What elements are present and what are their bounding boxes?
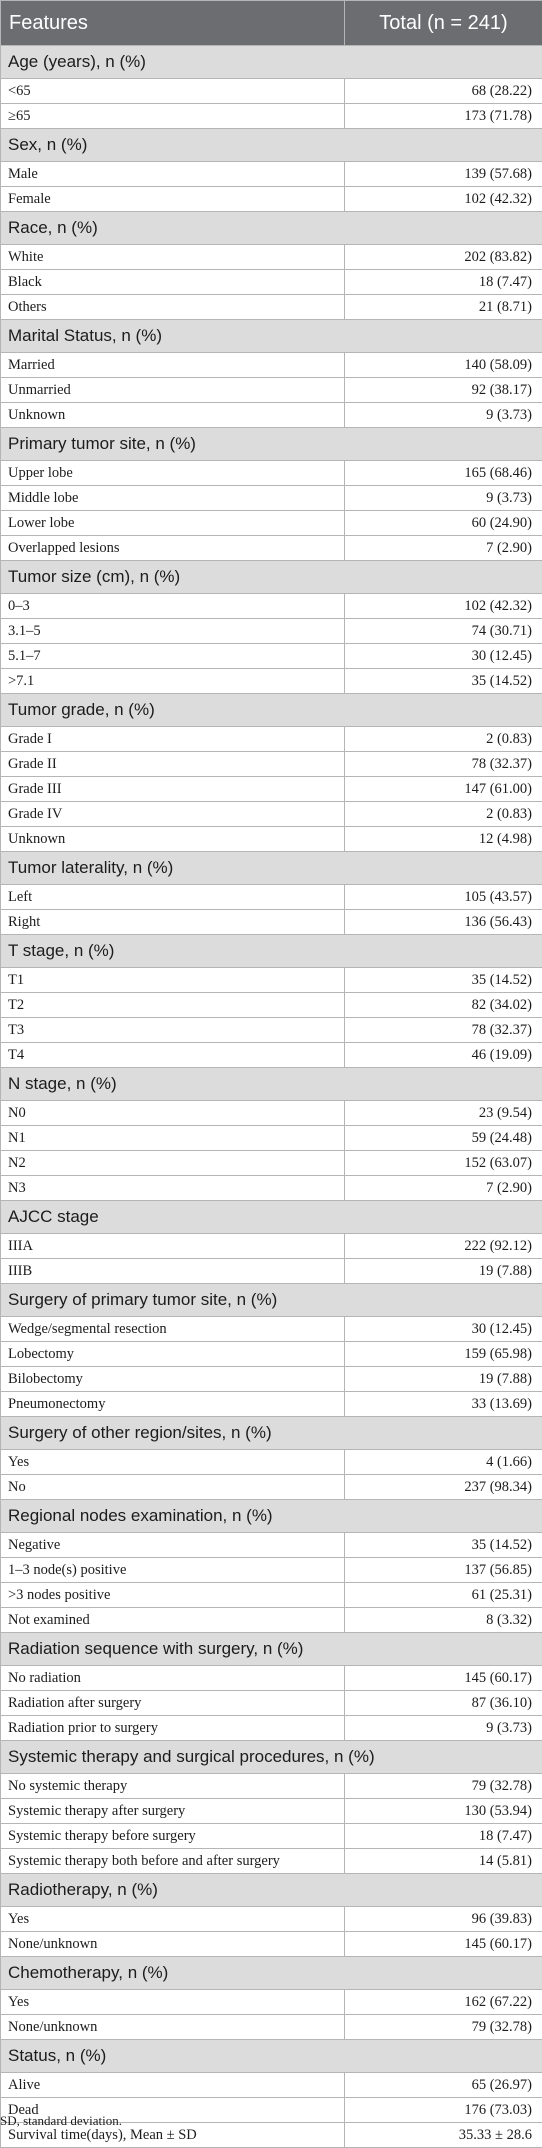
- row-label: Married: [1, 353, 345, 378]
- row-label: Yes: [1, 1907, 345, 1932]
- row-value: 19 (7.88): [345, 1367, 542, 1392]
- section-title: Surgery of other region/sites, n (%): [1, 1417, 542, 1450]
- row-label: None/unknown: [1, 1932, 345, 1957]
- row-label: Dead: [1, 2098, 345, 2123]
- row-value: 92 (38.17): [345, 378, 542, 403]
- section-header-row: [1, 1874, 542, 1907]
- row-value: 79 (32.78): [345, 1774, 542, 1799]
- table-row: [1, 968, 542, 993]
- row-label: Survival time(days), Mean ± SD: [1, 2123, 345, 2148]
- table-row: [1, 1176, 542, 1201]
- table-row: [1, 295, 542, 320]
- row-label: No: [1, 1475, 345, 1500]
- table-row: [1, 644, 542, 669]
- table-row: [1, 1151, 542, 1176]
- row-value: 136 (56.43): [345, 910, 542, 935]
- section-header-row: [1, 1201, 542, 1234]
- header-row: [1, 1, 542, 46]
- section-title: Tumor laterality, n (%): [1, 852, 542, 885]
- row-value: 33 (13.69): [345, 1392, 542, 1417]
- row-label: Not examined: [1, 1608, 345, 1633]
- table-row: [1, 669, 542, 694]
- row-label: White: [1, 245, 345, 270]
- row-value: 102 (42.32): [345, 594, 542, 619]
- row-value: 147 (61.00): [345, 777, 542, 802]
- row-value: 35 (14.52): [345, 1533, 542, 1558]
- table-row: [1, 1367, 542, 1392]
- section-title: Radiotherapy, n (%): [1, 1874, 542, 1907]
- row-value: 130 (53.94): [345, 1799, 542, 1824]
- row-label: Left: [1, 885, 345, 910]
- row-label: Grade II: [1, 752, 345, 777]
- row-label: Middle lobe: [1, 486, 345, 511]
- row-value: 21 (8.71): [345, 295, 542, 320]
- section-title: Tumor size (cm), n (%): [1, 561, 542, 594]
- section-header-row: [1, 852, 542, 885]
- row-value: 222 (92.12): [345, 1234, 542, 1259]
- row-label: Black: [1, 270, 345, 295]
- table-row: [1, 378, 542, 403]
- row-value: 202 (83.82): [345, 245, 542, 270]
- row-value: 9 (3.73): [345, 1716, 542, 1741]
- section-title: Status, n (%): [1, 2040, 542, 2073]
- row-value: 65 (26.97): [345, 2073, 542, 2098]
- section-header-row: [1, 1957, 542, 1990]
- row-value: 18 (7.47): [345, 270, 542, 295]
- row-label: T4: [1, 1043, 345, 1068]
- row-value: 30 (12.45): [345, 1317, 542, 1342]
- row-label: >7.1: [1, 669, 345, 694]
- table-row: [1, 1774, 542, 1799]
- table-row: [1, 752, 542, 777]
- row-label: Yes: [1, 1450, 345, 1475]
- row-value: 237 (98.34): [345, 1475, 542, 1500]
- row-value: 2 (0.83): [345, 727, 542, 752]
- row-value: 35 (14.52): [345, 669, 542, 694]
- table-row: [1, 1043, 542, 1068]
- table-row: [1, 1932, 542, 1957]
- row-value: 68 (28.22): [345, 79, 542, 104]
- table-row: [1, 1101, 542, 1126]
- row-label: T1: [1, 968, 345, 993]
- section-title: Chemotherapy, n (%): [1, 1957, 542, 1990]
- row-label: Unknown: [1, 403, 345, 428]
- section-title: Surgery of primary tumor site, n (%): [1, 1284, 542, 1317]
- row-label: Upper lobe: [1, 461, 345, 486]
- row-value: 165 (68.46): [345, 461, 542, 486]
- row-label: Negative: [1, 1533, 345, 1558]
- table-row: [1, 1691, 542, 1716]
- row-label: No systemic therapy: [1, 1774, 345, 1799]
- row-value: 102 (42.32): [345, 187, 542, 212]
- row-label: N1: [1, 1126, 345, 1151]
- row-label: Systemic therapy before surgery: [1, 1824, 345, 1849]
- section-title: Race, n (%): [1, 212, 542, 245]
- row-label: T3: [1, 1018, 345, 1043]
- table-row: [1, 885, 542, 910]
- row-value: 173 (71.78): [345, 104, 542, 129]
- row-label: N2: [1, 1151, 345, 1176]
- table-body: [1, 46, 542, 2148]
- row-value: 8 (3.32): [345, 1608, 542, 1633]
- table-row: [1, 353, 542, 378]
- row-label: Male: [1, 162, 345, 187]
- row-label: >3 nodes positive: [1, 1583, 345, 1608]
- table-row: [1, 1558, 542, 1583]
- row-label: Right: [1, 910, 345, 935]
- table-row: [1, 1583, 542, 1608]
- row-value: 140 (58.09): [345, 353, 542, 378]
- table-row: [1, 1907, 542, 1932]
- section-header-row: [1, 1068, 542, 1101]
- row-label: Wedge/segmental resection: [1, 1317, 345, 1342]
- table-row: [1, 1234, 542, 1259]
- row-label: 0–3: [1, 594, 345, 619]
- table-row: [1, 727, 542, 752]
- row-value: 59 (24.48): [345, 1126, 542, 1151]
- row-value: 139 (57.68): [345, 162, 542, 187]
- row-label: Systemic therapy after surgery: [1, 1799, 345, 1824]
- row-label: N0: [1, 1101, 345, 1126]
- row-label: 3.1–5: [1, 619, 345, 644]
- table-row: [1, 79, 542, 104]
- section-title: T stage, n (%): [1, 935, 542, 968]
- table-row: [1, 777, 542, 802]
- row-value: 9 (3.73): [345, 486, 542, 511]
- table-row: [1, 1716, 542, 1741]
- section-title: Tumor grade, n (%): [1, 694, 542, 727]
- table-row: [1, 1342, 542, 1367]
- row-label: Unmarried: [1, 378, 345, 403]
- row-value: 12 (4.98): [345, 827, 542, 852]
- row-value: 4 (1.66): [345, 1450, 542, 1475]
- section-header-row: [1, 694, 542, 727]
- section-header-row: [1, 1500, 542, 1533]
- row-label: Grade IV: [1, 802, 345, 827]
- section-header-row: [1, 129, 542, 162]
- table-row: [1, 594, 542, 619]
- table-row: [1, 2073, 542, 2098]
- section-title: Sex, n (%): [1, 129, 542, 162]
- table-row: [1, 1392, 542, 1417]
- row-value: 74 (30.71): [345, 619, 542, 644]
- row-label: Overlapped lesions: [1, 536, 345, 561]
- table-row: [1, 2015, 542, 2040]
- row-value: 105 (43.57): [345, 885, 542, 910]
- section-title: N stage, n (%): [1, 1068, 542, 1101]
- table-row: [1, 1799, 542, 1824]
- row-label: IIIB: [1, 1259, 345, 1284]
- table-row: [1, 1317, 542, 1342]
- section-title: Systemic therapy and surgical procedures, n (%): [1, 1741, 542, 1774]
- section-title: Marital Status, n (%): [1, 320, 542, 353]
- section-title: Radiation sequence with surgery, n (%): [1, 1633, 542, 1666]
- row-label: None/unknown: [1, 2015, 345, 2040]
- row-value: 2 (0.83): [345, 802, 542, 827]
- row-label: 5.1–7: [1, 644, 345, 669]
- row-label: Systemic therapy both before and after surgery: [1, 1849, 345, 1874]
- row-label: Lower lobe: [1, 511, 345, 536]
- table-row: [1, 104, 542, 129]
- row-value: 46 (19.09): [345, 1043, 542, 1068]
- table-row: [1, 461, 542, 486]
- section-header-row: [1, 212, 542, 245]
- header-features: Features: [1, 1, 345, 46]
- header-total: Total (n = 241): [345, 1, 542, 46]
- row-label: 1–3 node(s) positive: [1, 1558, 345, 1583]
- table-row: [1, 993, 542, 1018]
- table-row: [1, 270, 542, 295]
- section-header-row: [1, 1633, 542, 1666]
- row-label: Yes: [1, 1990, 345, 2015]
- section-header-row: [1, 320, 542, 353]
- row-label: IIIA: [1, 1234, 345, 1259]
- table-row: [1, 245, 542, 270]
- table-row: [1, 1450, 542, 1475]
- row-value: 78 (32.37): [345, 1018, 542, 1043]
- table-row: [1, 1824, 542, 1849]
- table-row: [1, 910, 542, 935]
- row-value: 152 (63.07): [345, 1151, 542, 1176]
- row-value: 14 (5.81): [345, 1849, 542, 1874]
- table-row: [1, 1849, 542, 1874]
- row-value: 87 (36.10): [345, 1691, 542, 1716]
- table-row: [1, 187, 542, 212]
- section-header-row: [1, 561, 542, 594]
- section-header-row: [1, 935, 542, 968]
- row-value: 9 (3.73): [345, 403, 542, 428]
- row-label: Unknown: [1, 827, 345, 852]
- table-row: [1, 1475, 542, 1500]
- table-row: [1, 1990, 542, 2015]
- section-title: Regional nodes examination, n (%): [1, 1500, 542, 1533]
- row-label: Grade III: [1, 777, 345, 802]
- row-value: 82 (34.02): [345, 993, 542, 1018]
- table-row: [1, 802, 542, 827]
- footnote: SD, standard deviation.: [0, 2113, 122, 2129]
- row-value: 35.33 ± 28.6: [345, 2123, 542, 2148]
- row-value: 162 (67.22): [345, 1990, 542, 2015]
- row-value: 137 (56.85): [345, 1558, 542, 1583]
- section-header-row: [1, 46, 542, 79]
- row-value: 35 (14.52): [345, 968, 542, 993]
- section-title: Age (years), n (%): [1, 46, 542, 79]
- table-row: [1, 511, 542, 536]
- row-label: N3: [1, 1176, 345, 1201]
- row-value: 176 (73.03): [345, 2098, 542, 2123]
- row-label: Bilobectomy: [1, 1367, 345, 1392]
- row-label: Alive: [1, 2073, 345, 2098]
- section-header-row: [1, 1741, 542, 1774]
- row-value: 61 (25.31): [345, 1583, 542, 1608]
- row-label: Grade I: [1, 727, 345, 752]
- table-row: [1, 1018, 542, 1043]
- row-label: Lobectomy: [1, 1342, 345, 1367]
- row-value: 7 (2.90): [345, 1176, 542, 1201]
- table-row: [1, 827, 542, 852]
- table-row: [1, 486, 542, 511]
- table-row: [1, 1126, 542, 1151]
- row-label: Female: [1, 187, 345, 212]
- section-title: Primary tumor site, n (%): [1, 428, 542, 461]
- table-row: [1, 1533, 542, 1558]
- row-value: 145 (60.17): [345, 1932, 542, 1957]
- table-row: [1, 619, 542, 644]
- table-row: [1, 1608, 542, 1633]
- row-value: 30 (12.45): [345, 644, 542, 669]
- row-label: Radiation after surgery: [1, 1691, 345, 1716]
- table-row: [1, 162, 542, 187]
- table-row: [1, 403, 542, 428]
- row-value: 78 (32.37): [345, 752, 542, 777]
- row-label: Radiation prior to surgery: [1, 1716, 345, 1741]
- row-value: 60 (24.90): [345, 511, 542, 536]
- row-value: 145 (60.17): [345, 1666, 542, 1691]
- section-header-row: [1, 1284, 542, 1317]
- row-value: 18 (7.47): [345, 1824, 542, 1849]
- row-value: 7 (2.90): [345, 536, 542, 561]
- table-row: [1, 536, 542, 561]
- row-value: 96 (39.83): [345, 1907, 542, 1932]
- row-value: 19 (7.88): [345, 1259, 542, 1284]
- row-label: Others: [1, 295, 345, 320]
- section-header-row: [1, 428, 542, 461]
- row-label: Pneumonectomy: [1, 1392, 345, 1417]
- row-value: 23 (9.54): [345, 1101, 542, 1126]
- row-label: No radiation: [1, 1666, 345, 1691]
- section-title: AJCC stage: [1, 1201, 542, 1234]
- row-label: ≥65: [1, 104, 345, 129]
- table-row: [1, 1259, 542, 1284]
- section-header-row: [1, 1417, 542, 1450]
- row-label: <65: [1, 79, 345, 104]
- table-row: [1, 1666, 542, 1691]
- section-header-row: [1, 2040, 542, 2073]
- row-value: 79 (32.78): [345, 2015, 542, 2040]
- row-value: 159 (65.98): [345, 1342, 542, 1367]
- row-label: T2: [1, 993, 345, 1018]
